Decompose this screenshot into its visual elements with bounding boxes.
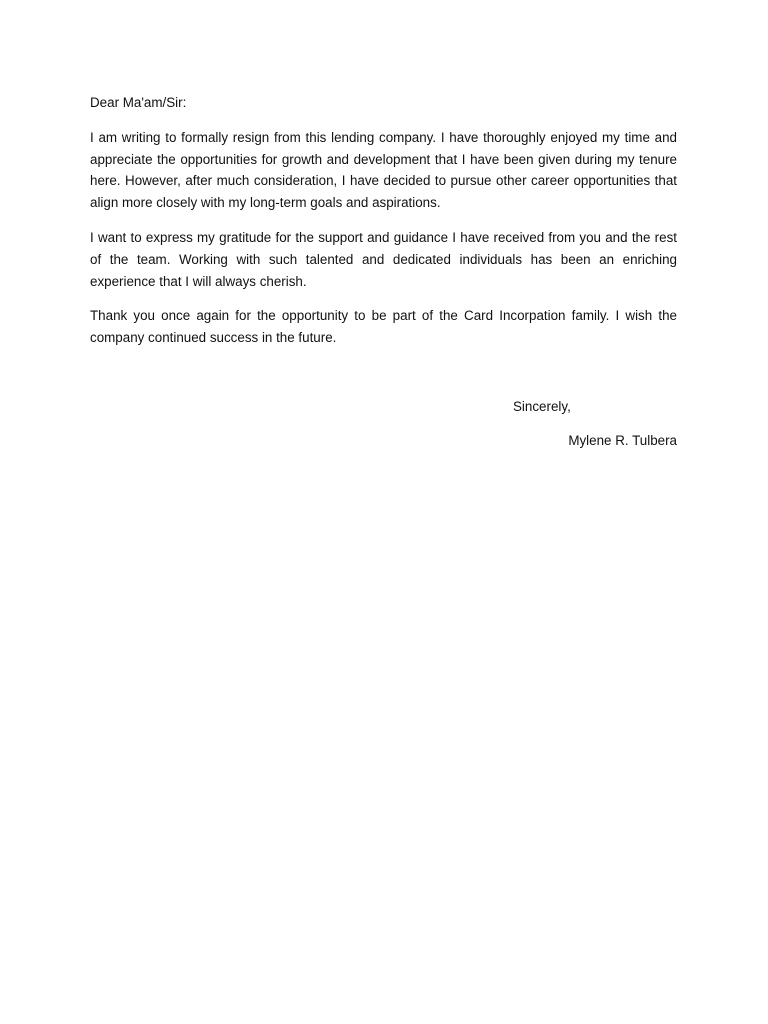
paragraph-gratitude: I want to express my gratitude for the support and guidance I have received from you and the rest of the team. Working with such talented and dedicated individuals has been an enriching experience that I will always cherish. <box>90 229 677 289</box>
salutation: Dear Ma'am/Sir: <box>90 95 187 110</box>
paragraph-thanks: Thank you once again for the opportunity to be part of the Card Incorpation family. I wish the company continued success in the future. <box>90 308 677 346</box>
paragraph-resignation: I am writing to formally resign from this lending company. I have thoroughly enjoyed my time and appreciate the opportunities for growth and development that I have been given during my tenure here. However, after much consideration, I have decided to pursue other career opportunities that align more closely with my long-term goals and aspirations. <box>90 129 677 211</box>
signer-name: Mylene R. Tulbera <box>568 433 677 448</box>
letter-body <box>90 92 677 362</box>
closing: Sincerely, <box>513 399 571 414</box>
